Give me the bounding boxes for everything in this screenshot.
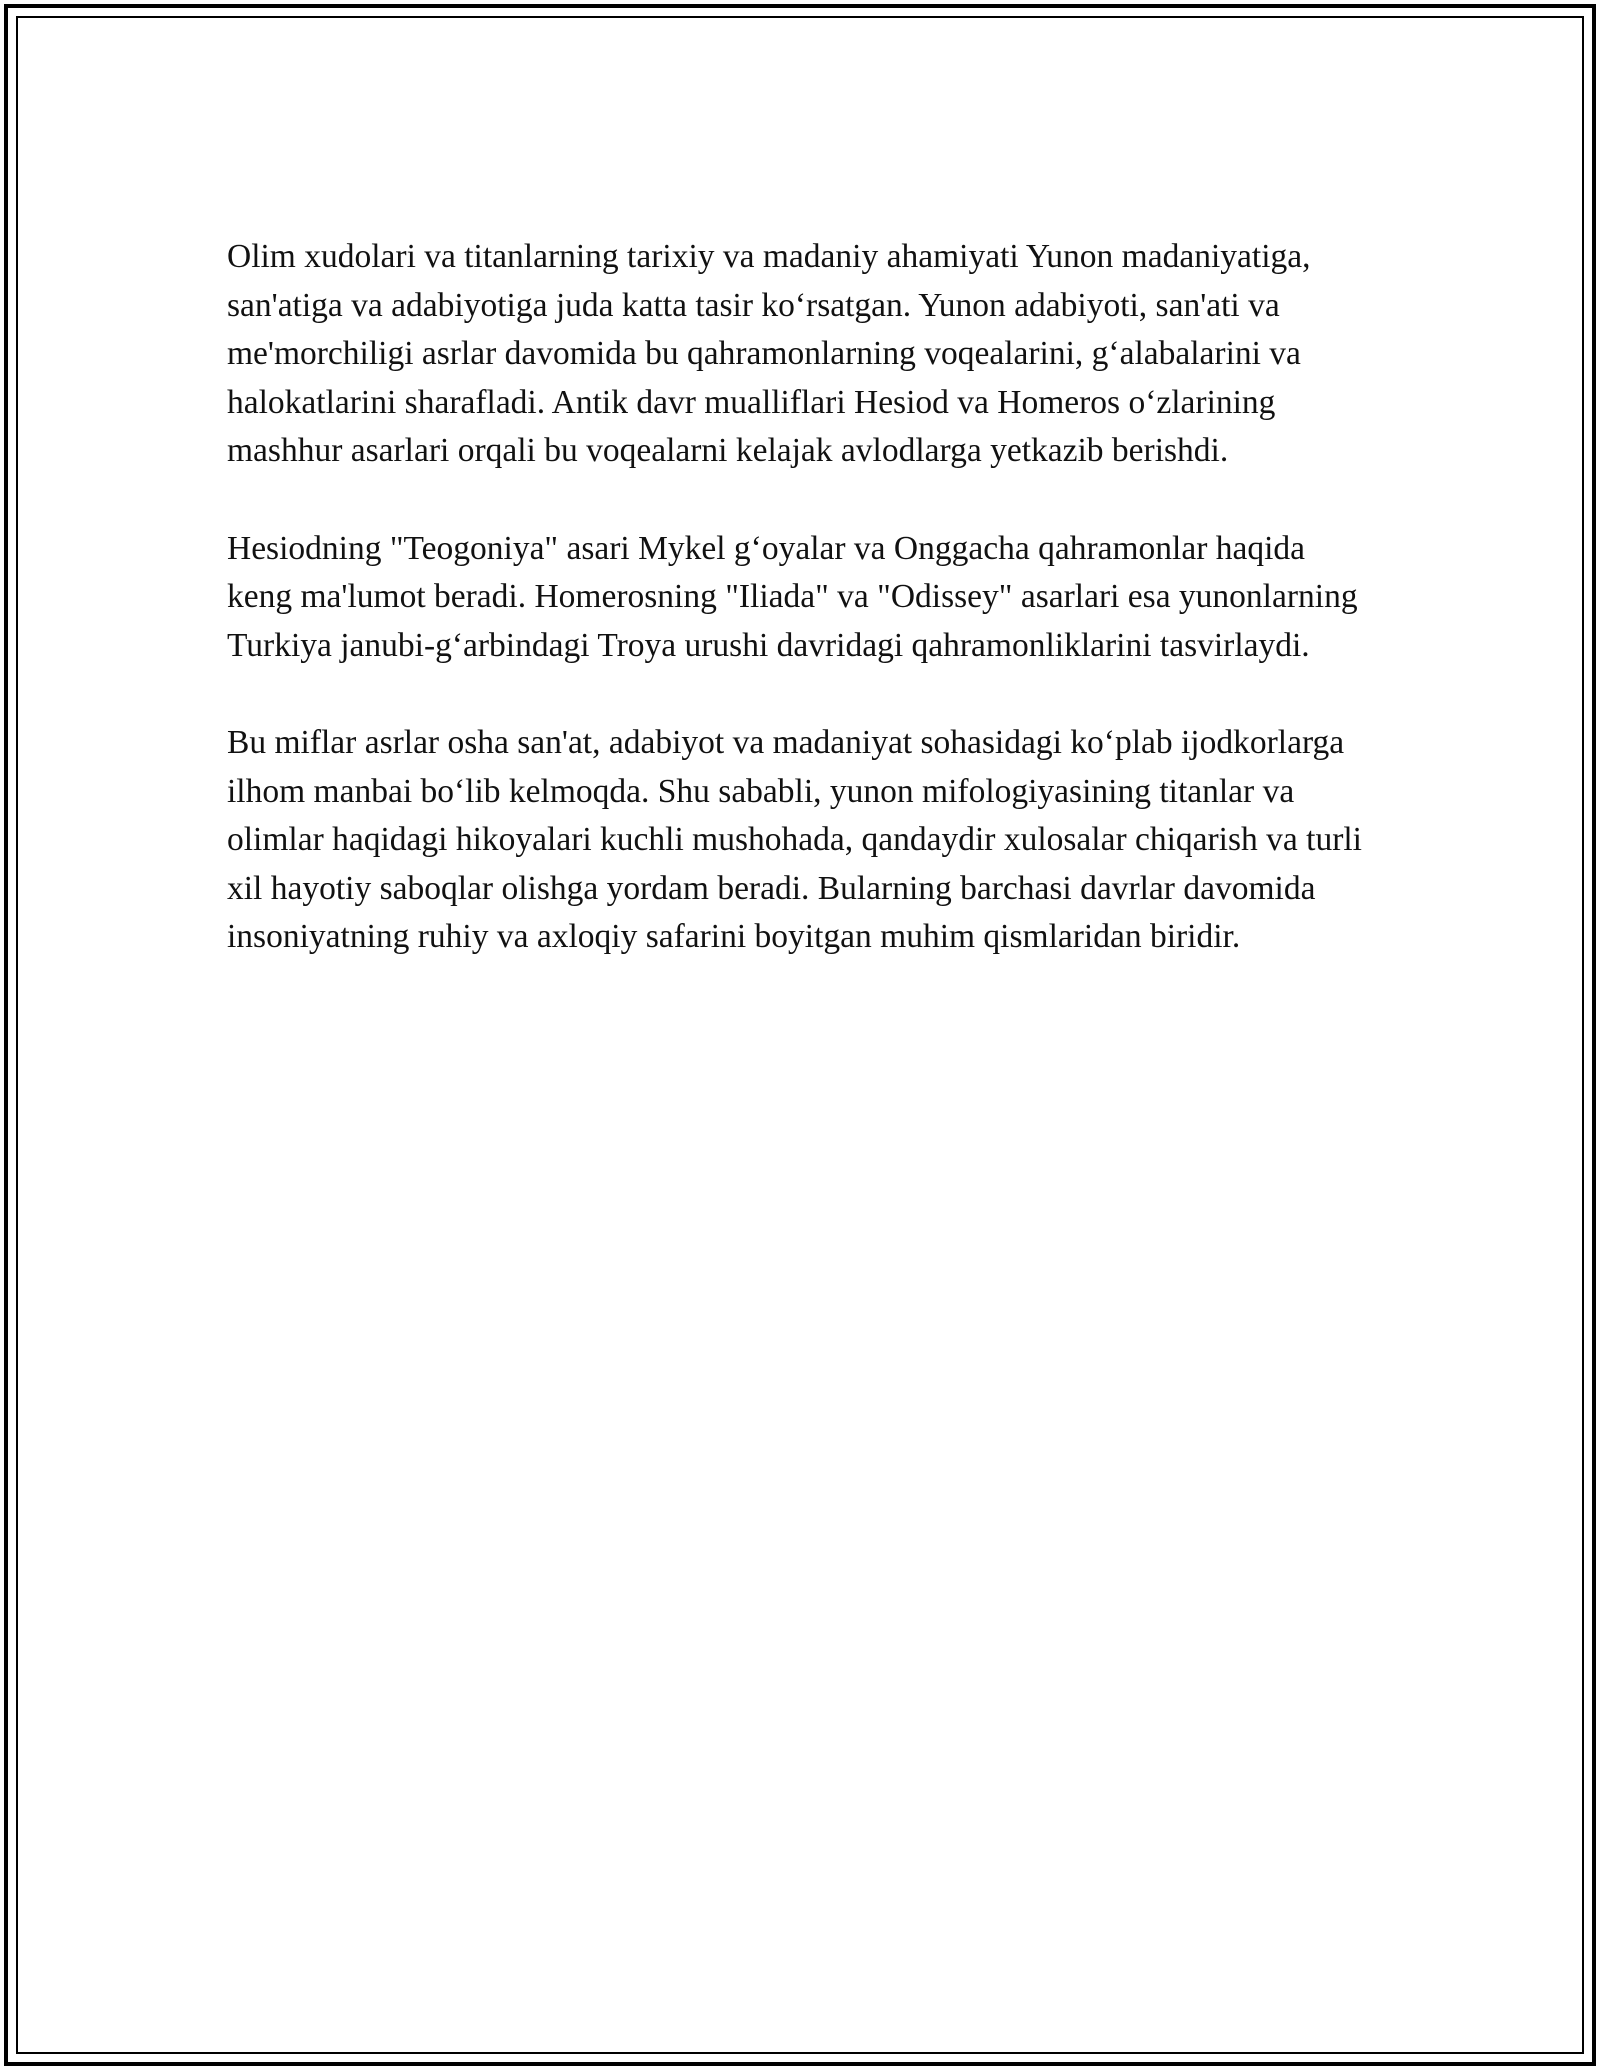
paragraph-1: Olim xudolari va titanlarning tarixiy va madaniy ahamiyati Yunon madaniyatiga, san'atiga va adabiyotiga juda katta tasir koʻrsatgan. Yunon adabiyoti, san'ati va me'morchiligi asrlar davomida bu qahramonlarning voqealarini, gʻalabalarini va halokatlarini sharafladi. Antik davr mualliflari Hesiod va Homeros oʻzlarining mashhur asarlari orqali bu voqealarni kelajak avlodlarga yetkazib berishdi.: [227, 238, 1311, 469]
paragraph-3: Bu miflar asrlar osha san'at, adabiyot va madaniyat sohasidagi koʻplab ijodkorlarga ilhom manbai boʻlib kelmoqda. Shu sababli, yunon mifologiyasining titanlar va olimlar haqidagi hikoyalari kuchli mushohada, qandaydir xulosalar chiqarish va turli xil hayotiy saboqlar olishga yordam beradi. Bularning barchasi davrlar davomida insoniyatning ruhiy va axloqiy safarini boyitgan muhim qismlaridan biridir.: [227, 724, 1362, 955]
document-body: [227, 233, 1377, 962]
paragraph-2: Hesiodning "Teogoniya" asari Mykel gʻoyalar va Onggacha qahramonlar haqida keng ma'lumot beradi. Homerosning "Iliada" va "Odissey" asarlari esa yunonlarning Turkiya janubi-gʻarbindagi Troya urushi davridagi qahramonliklarini tasvirlaydi.: [227, 529, 1358, 664]
